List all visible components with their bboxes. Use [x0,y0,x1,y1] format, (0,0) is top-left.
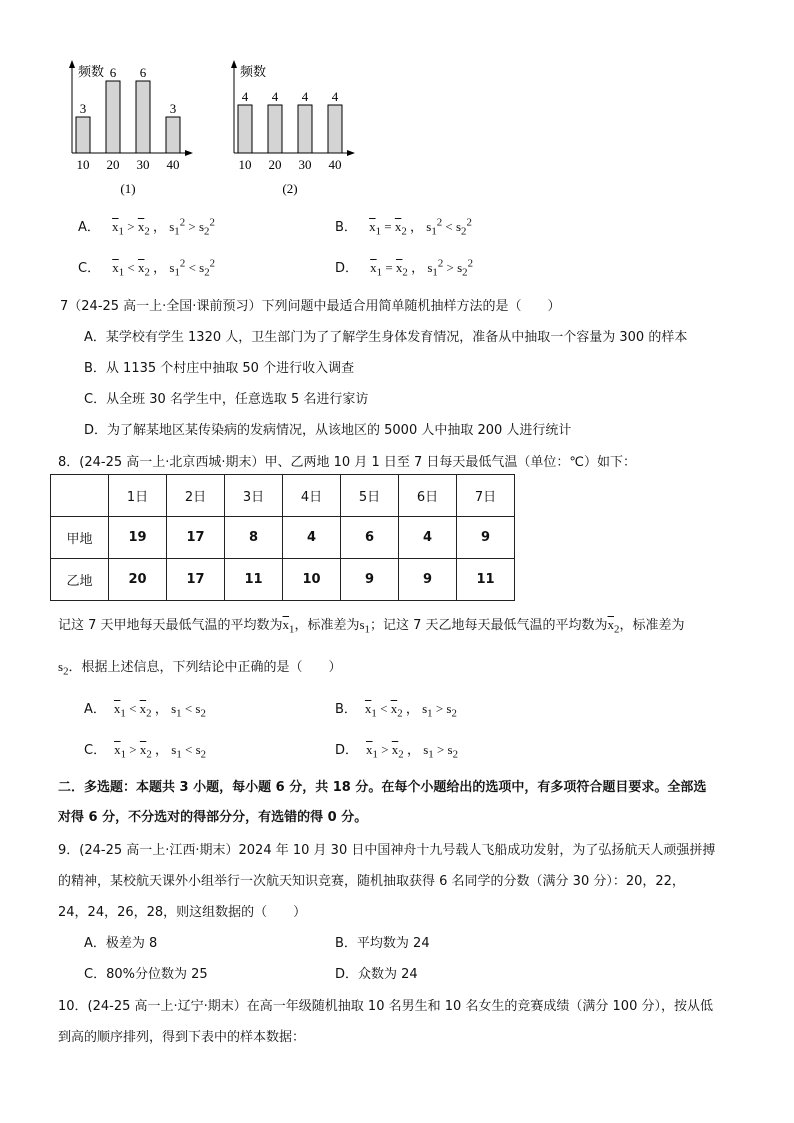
q9-option-c: C．80%分位数为 25 [84,967,208,982]
bar [268,105,282,153]
q6-option-c: C． $\overline{x}_1 < \overline{x}_2$ ， $s_1^2 < s_2^2$ [78,257,216,279]
q7-option-d: D．为了解某地区某传染病的发病情况，从该地区的 5000 人中抽取 200 人进行统计 [84,423,572,438]
section2-heading-line2: 对得 6 分，不分选对的得部分分，有选错的得 0 分。 [58,810,368,825]
q8-option-a: A． $\overline{x}_1 < \overline{x}_2$ ， $s_1 < s_2$ [84,701,206,720]
x-axis-arrow [185,150,193,156]
bar [136,81,150,153]
q7-option-a: A．某学校有学生 1320 人，卫生部门为了了解学生身体发育情况，准备从中抽取一个容量为 300 的样本 [84,330,688,345]
temperature-table [50,474,515,601]
table-cell: 4 [399,517,457,559]
table-cell: 9 [399,559,457,601]
table-cell: 2日 [167,475,225,517]
q9-stem-line2: 的精神，某校航天课外小组举行一次航天知识竞赛，随机抽取获得 6 名同学的分数（满分 30 分）：20，22， [58,874,685,889]
x-tick-label: 10 [238,157,252,172]
chart-caption: (1) [120,181,136,196]
q6-option-a: A． $\overline{x}_1 > \overline{x}_2$ ， $s_1^2 > s_2^2$ [78,216,215,238]
x-tick-label: 20 [106,157,120,172]
q8-description-line2: $s_2$．根据上述信息，下列结论中正确的是（ ） [58,659,342,678]
table-cell [51,475,109,517]
table-cell: 19 [109,517,167,559]
q9-option-b: B．平均数为 24 [335,936,430,951]
q8-option-b: B． $\overline{x}_1 < \overline{x}_2$ ， $s_1 > s_2$ [335,701,457,720]
q6-option-b: B． $\overline{x}_1 = \overline{x}_2$ ， $s_1^2 < s_2^2$ [335,216,472,238]
bar-value-label: 6 [109,65,117,80]
q7-stem: 7（24-25 高一上·全国·课前预习）下列问题中最适合用简单随机抽样方法的是（ ） [60,299,561,314]
y-axis-label: 频数 [240,64,267,79]
q9-option-a: A．极差为 8 [84,936,158,951]
bar [238,105,252,153]
bar [76,117,90,153]
q9-option-d: D．众数为 24 [335,967,418,982]
bar [166,117,180,153]
table-cell: 7日 [457,475,515,517]
x-axis-arrow [347,150,355,156]
table-cell: 10 [283,559,341,601]
bar [298,105,312,153]
bar-value-label: 4 [331,89,339,104]
q8-option-d: D． $\overline{x}_1 > \overline{x}_2$ ， $s_1 > s_2$ [335,742,458,761]
table-cell: 20 [109,559,167,601]
bar-value-label: 6 [139,65,147,80]
y-axis-arrow [231,60,237,68]
table-cell: 1日 [109,475,167,517]
y-axis-arrow [69,60,75,68]
bar-value-label: 3 [79,101,87,116]
chart-caption: (2) [282,181,298,196]
x-tick-label: 30 [298,157,312,172]
q9-stem-line3: 24，24，26，28，则这组数据的（ ） [58,905,307,920]
table-row-label: 甲地 [51,517,109,559]
q6-option-d: D． $\overline{x}_1 = \overline{x}_2$ ， $s_1^2 > s_2^2$ [335,257,473,279]
bar [106,81,120,153]
q8-option-c: C． $\overline{x}_1 > \overline{x}_2$ ， $s_1 < s_2$ [84,742,207,761]
x-tick-label: 40 [166,157,180,172]
table-cell: 6 [341,517,399,559]
bar [328,105,342,153]
table-cell: 9 [341,559,399,601]
table-cell: 17 [167,559,225,601]
table-cell: 8 [225,517,283,559]
table-cell: 5日 [341,475,399,517]
x-tick-label: 10 [76,157,90,172]
bar-value-label: 4 [271,89,279,104]
table-header-row [51,475,515,517]
table-cell: 4 [283,517,341,559]
table-row-label: 乙地 [51,559,109,601]
table-row [51,517,515,559]
x-tick-label: 30 [136,157,150,172]
bar-value-label: 4 [301,89,309,104]
table-cell: 6日 [399,475,457,517]
q7-option-b: B．从 1135 个村庄中抽取 50 个进行收入调查 [84,361,355,376]
q8-stem: 8．(24-25 高一上·北京西城·期末）甲、乙两地 10 月 1 日至 7 日每天最低气温（单位：℃）如下： [58,455,636,470]
table-cell: 11 [225,559,283,601]
q10-stem-line2: 到高的顺序排列，得到下表中的样本数据： [58,1030,306,1045]
x-tick-label: 20 [268,157,282,172]
bar-value-label: 4 [241,89,249,104]
table-cell: 3日 [225,475,283,517]
q10-stem-line1: 10．(24-25 高一上·辽宁·期末）在高一年级随机抽取 10 名男生和 10 名女生的竞赛成绩（满分 100 分），按从低 [58,999,713,1014]
bar-chart-2 [212,55,362,200]
q7-option-c: C．从全班 30 名学生中，任意选取 5 名进行家访 [84,392,369,407]
bar-chart-1 [50,55,200,200]
table-cell: 11 [457,559,515,601]
table-cell: 9 [457,517,515,559]
q9-stem-line1: 9．(24-25 高一上·江西·期末）2024 年 10 月 30 日中国神舟十九号载人飞船成功发射，为了弘扬航天人顽强拼搏 [58,843,716,858]
table-cell: 4日 [283,475,341,517]
table-cell: 17 [167,517,225,559]
section2-heading-line1: 二．多选题：本题共 3 小题，每小题 6 分，共 18 分。在每个小题给出的选项中，有多项符合题目要求。全部选 [58,780,707,795]
bar-value-label: 3 [169,101,177,116]
table-row [51,559,515,601]
x-tick-label: 40 [328,157,342,172]
q8-description-line1: 记这 7 天甲地每天最低气温的平均数为$\overline{x}_1$，标准差为$s_1$；记这 7 天乙地每天最低气温的平均数为$\overline{x}_2$，标准差为 [58,617,685,636]
y-axis-label: 频数 [78,64,105,79]
